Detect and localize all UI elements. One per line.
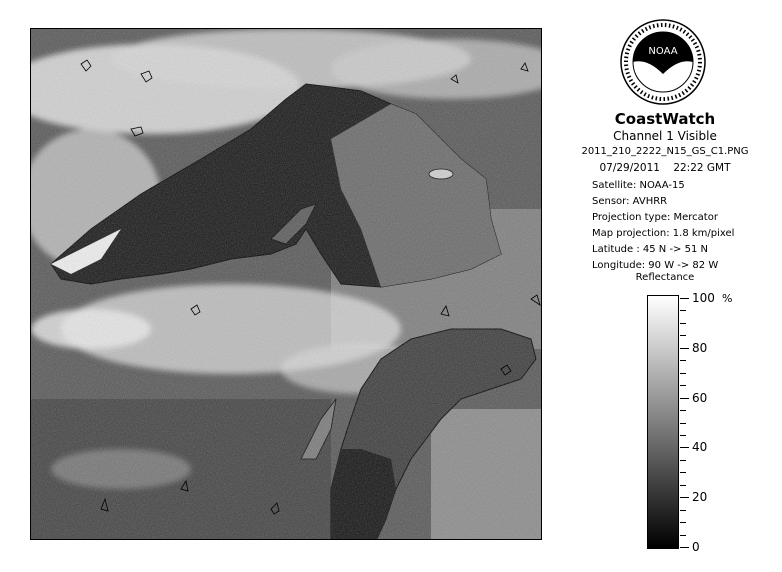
colorbar-tick bbox=[680, 535, 686, 536]
colorbar-tick bbox=[680, 410, 686, 411]
latitude-label: Latitude : 45 N -> 51 N bbox=[592, 244, 708, 255]
colorbar-tick bbox=[680, 547, 689, 548]
colorbar-tick bbox=[680, 310, 686, 311]
colorbar-tick-label: 100 bbox=[692, 291, 715, 305]
longitude-label: Longitude: 90 W -> 82 W bbox=[592, 260, 719, 271]
colorbar-tick bbox=[680, 423, 686, 424]
filename-label: 2011_210_2222_N15_GS_C1.PNG bbox=[581, 146, 749, 157]
colorbar-tick bbox=[680, 485, 686, 486]
sensor-label: Sensor: AVHRR bbox=[592, 196, 668, 207]
colorbar-tick-label: 0 bbox=[692, 540, 700, 554]
colorbar-tick bbox=[680, 385, 686, 386]
colorbar-title: Reflectance bbox=[635, 272, 695, 283]
colorbar-tick-label: 80 bbox=[692, 341, 708, 355]
colorbar-tick bbox=[680, 398, 689, 399]
colorbar-tick bbox=[680, 360, 686, 361]
colorbar-tick-label: 20 bbox=[692, 490, 708, 504]
colorbar-tick bbox=[680, 522, 686, 523]
colorbar-unit: % bbox=[722, 292, 733, 305]
noaa-logo bbox=[619, 18, 707, 106]
colorbar-tick bbox=[680, 335, 686, 336]
image-texture bbox=[31, 29, 542, 540]
channel-label: Channel 1 Visible bbox=[613, 129, 717, 143]
colorbar bbox=[647, 295, 679, 549]
colorbar-tick bbox=[680, 497, 689, 498]
colorbar-tick bbox=[680, 472, 686, 473]
colorbar-tick bbox=[680, 435, 686, 436]
colorbar-tick bbox=[680, 460, 686, 461]
colorbar-tick bbox=[680, 348, 689, 349]
colorbar-tick-label: 40 bbox=[692, 440, 708, 454]
colorbar-tick bbox=[680, 510, 686, 511]
colorbar-tick bbox=[680, 447, 689, 448]
colorbar-tick bbox=[680, 323, 686, 324]
map-svg bbox=[31, 29, 542, 540]
map-projection-label: Map projection: 1.8 km/pixel bbox=[592, 228, 735, 239]
product-title: CoastWatch bbox=[614, 110, 716, 128]
datetime-label: 07/29/2011 22:22 GMT bbox=[599, 162, 731, 174]
colorbar-tick bbox=[680, 373, 686, 374]
satellite-image bbox=[30, 28, 542, 540]
projection-type-label: Projection type: Mercator bbox=[592, 212, 718, 223]
satellite-label: Satellite: NOAA-15 bbox=[592, 180, 685, 191]
colorbar-tick-label: 60 bbox=[692, 391, 708, 405]
colorbar-tick bbox=[680, 298, 689, 299]
svg-text:NOAA: NOAA bbox=[648, 46, 678, 57]
